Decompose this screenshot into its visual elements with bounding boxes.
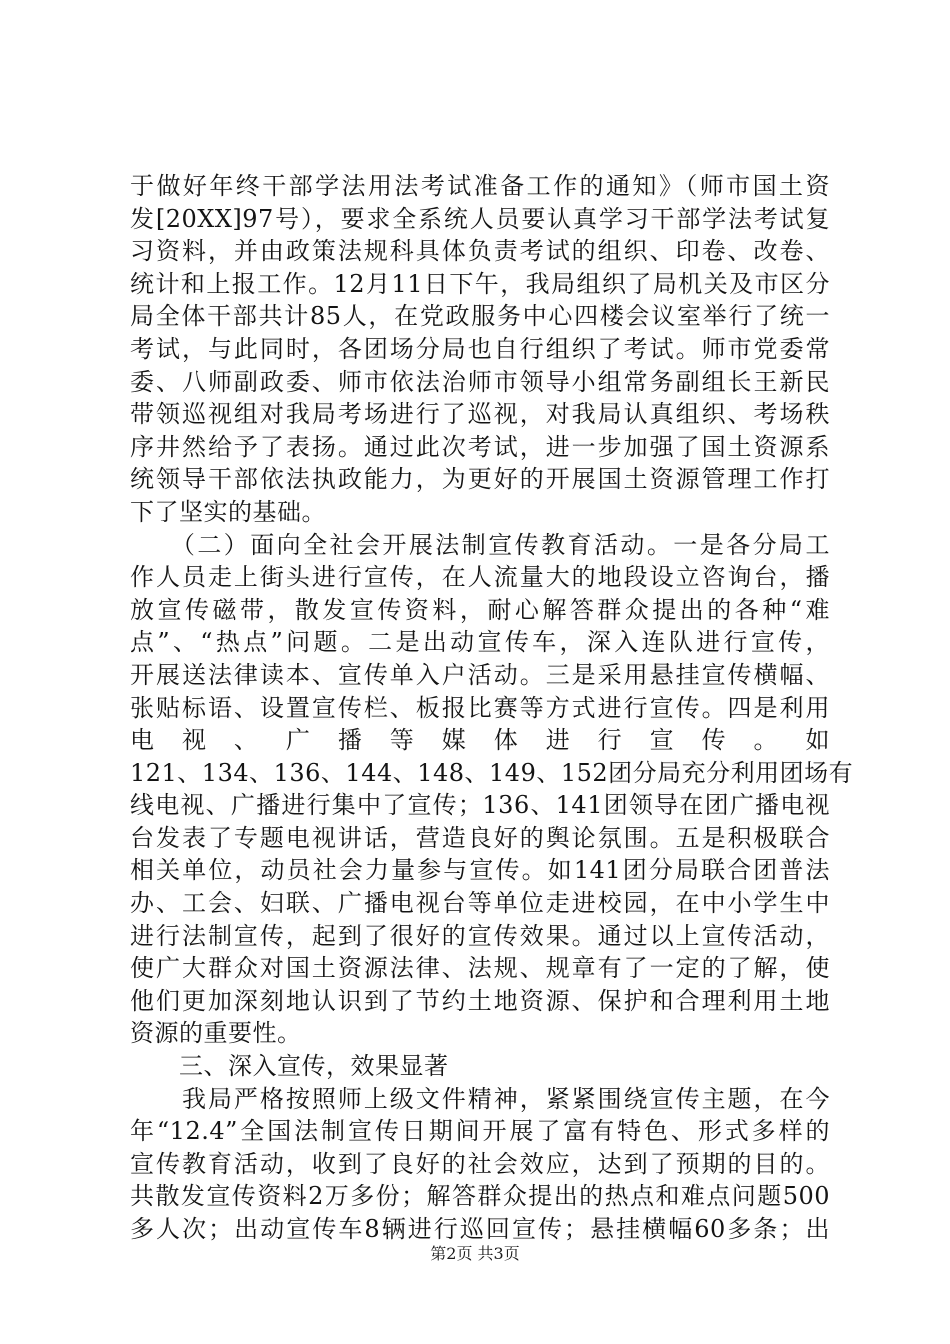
text-line: 三、深入宣传，效果显著 xyxy=(130,1052,449,1081)
text-line: 台发表了专题电视讲话，营造良好的舆论氛围。五是积极联合 xyxy=(130,823,830,852)
text-line: 相关单位，动员社会力量参与宣传。如141团分局联合团普法 xyxy=(130,856,830,885)
text-line: （二）面向全社会开展法制宣传教育活动。一是各分局工 xyxy=(130,530,830,559)
text-line: 序井然给予了表扬。通过此次考试，进一步加强了国土资源系 xyxy=(130,432,830,461)
text-line: 使广大群众对国土资源法律、法规、规章有了一定的了解，使 xyxy=(130,954,830,983)
text-line: 开展送法律读本、宣传单入户活动。三是采用悬挂宣传横幅、 xyxy=(130,660,830,689)
page-footer: 第2页 共3页 xyxy=(430,1244,520,1263)
text-line: 统计和上报工作。12月11日下午，我局组织了局机关及市区分 xyxy=(130,269,830,298)
text-line: 发[20XX]97号），要求全系统人员要认真学习干部学法考试复 xyxy=(130,204,830,233)
text-line: 电视、广播等媒体进行宣传。如 xyxy=(130,726,830,755)
document-body xyxy=(130,170,854,1246)
text-line: 下了坚实的基础。 xyxy=(130,497,326,526)
text-line: 委、八师副政委、师市依法治师市领导小组常务副组长王新民 xyxy=(130,367,830,396)
text-line: 作人员走上街头进行宣传，在人流量大的地段设立咨询台，播 xyxy=(130,563,830,592)
text-line: 121、134、136、144、148、149、152团分局充分利用团场有 xyxy=(130,758,854,787)
text-line: 多人次；出动宣传车8辆进行巡回宣传；悬挂横幅60多条；出 xyxy=(130,1215,830,1243)
text-line: 进行法制宣传，起到了很好的宣传效果。通过以上宣传活动， xyxy=(130,921,830,950)
text-line: 统领导干部依法执政能力，为更好的开展国土资源管理工作打 xyxy=(130,465,830,494)
text-line: 宣传教育活动，收到了良好的社会效应，达到了预期的目的。 xyxy=(130,1149,830,1178)
text-line: 共散发宣传资料2万多份；解答群众提出的热点和难点问题500 xyxy=(130,1182,830,1211)
text-line: 考试，与此同时，各团场分局也自行组织了考试。师市党委常 xyxy=(130,334,830,363)
text-line: 放宣传磁带，散发宣传资料，耐心解答群众提出的各种“难 xyxy=(130,595,830,624)
text-line: 习资料，并由政策法规科具体负责考试的组织、印卷、改卷、 xyxy=(130,237,830,266)
text-line: 我局严格按照师上级文件精神，紧紧围绕宣传主题，在今 xyxy=(130,1084,830,1113)
text-line: 点”、“热点”问题。二是出动宣传车，深入连队进行宣传， xyxy=(130,628,830,657)
text-line: 局全体干部共计85人，在党政服务中心四楼会议室举行了统一 xyxy=(130,302,830,331)
text-line: 线电视、广播进行集中了宣传；136、141团领导在团广播电视 xyxy=(130,791,830,820)
text-line: 带领巡视组对我局考场进行了巡视，对我局认真组织、考场秩 xyxy=(130,400,830,429)
text-line: 于做好年终干部学法用法考试准备工作的通知》（师市国土资 xyxy=(130,172,830,200)
text-line: 张贴标语、设置宣传栏、板报比赛等方式进行宣传。四是利用 xyxy=(130,693,830,722)
text-line: 他们更加深刻地认识到了节约土地资源、保护和合理利用土地 xyxy=(130,986,830,1015)
text-line: 资源的重要性。 xyxy=(130,1019,302,1048)
text-line: 办、工会、妇联、广播电视台等单位走进校园，在中小学生中 xyxy=(130,889,830,918)
text-line: 年“12.4”全国法制宣传日期间开展了富有特色、形式多样的 xyxy=(130,1117,830,1146)
